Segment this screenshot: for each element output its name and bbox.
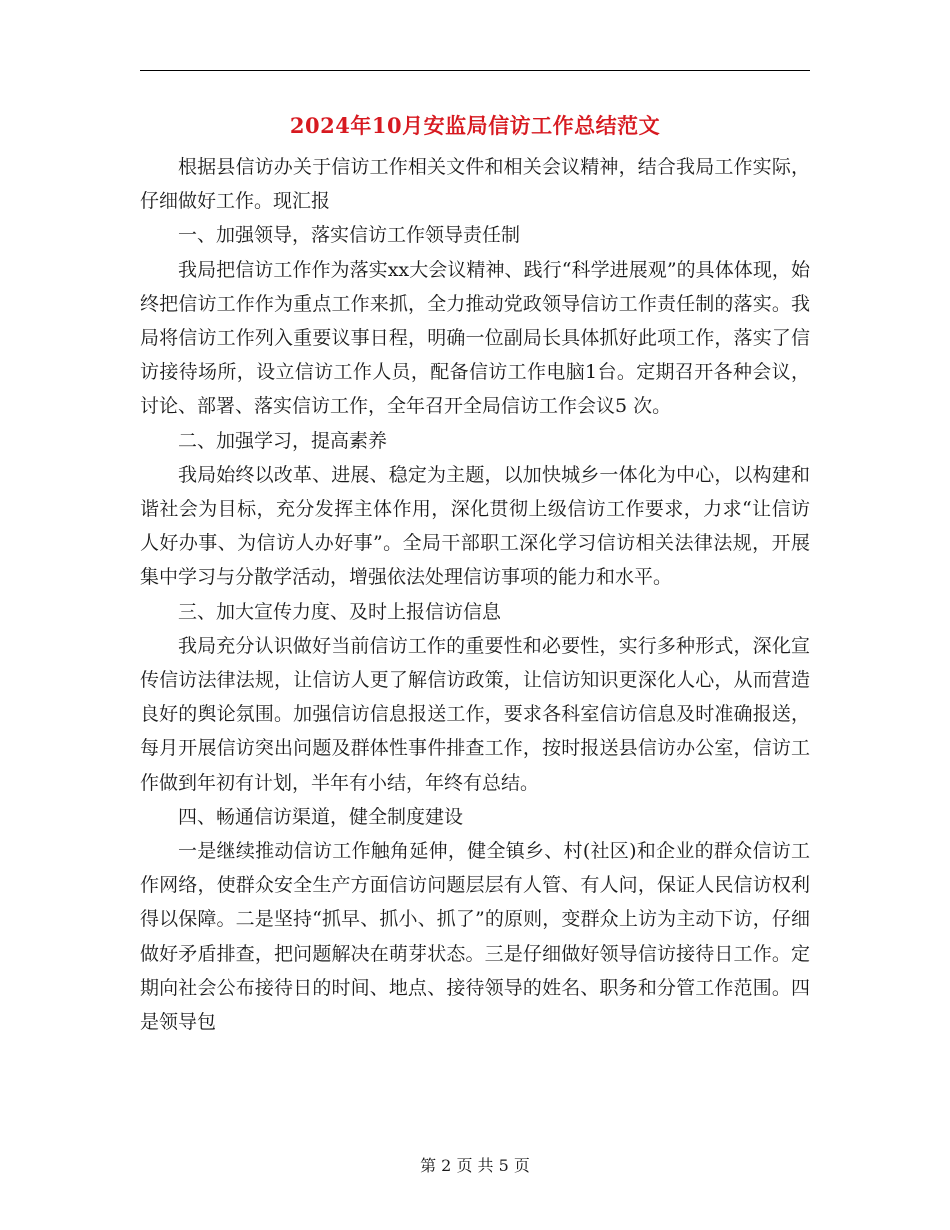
section-heading-2: 二、加强学习，提高素养: [178, 429, 388, 452]
section-paragraph-4: 一是继续推动信访工作触角延伸，健全镇乡、村(社区)和企业的群众信访工作网络，使群众安全生产方面信访问题层层有人管、有人问，保证人民信访权利得以保障。二是坚持“抓早、抓小、抓了”的原则，变群众上访为主动下访，仔细做好矛盾排查，把问题解决在萌芽状态。三是仔细做好领导信访接待日工作。定期向社会公布接待日的时间、地点、接待领导的姓名、职务和分管工作范围。四是领导包: [140, 840, 810, 1034]
document-title: 2024年10月安监局信访工作总结范文: [289, 113, 661, 138]
section-heading-1: 一、加强领导，落实信访工作领导责任制: [178, 224, 521, 247]
section-paragraph-3: 我局充分认识做好当前信访工作的重要性和必要性，实行多种形式，深化宣传信访法律法规，让信访人更了解信访政策，让信访知识更深化人心，从而营造良好的舆论氛围。加强信访信息报送工作，要求各科室信访信息及时准确报送，每月开展信访突出问题及群体性事件排查工作，按时报送县信访办公室，信访工作做到年初有计划，半年有小结，年终有总结。: [140, 634, 810, 794]
section-heading-3: 三、加大宣传力度、及时上报信访信息: [178, 600, 502, 623]
document-body: [140, 150, 810, 1039]
header-divider: [140, 70, 810, 71]
intro-paragraph: 根据县信访办关于信访工作相关文件和相关会议精神，结合我局工作实际，仔细做好工作。现汇报: [140, 156, 810, 213]
page-number-footer: 第 2 页 共 5 页: [420, 1156, 530, 1175]
section-paragraph-2: 我局始终以改革、进展、稳定为主题，以加快城乡一体化为中心，以构建和谐社会为目标，充分发挥主体作用，深化贯彻上级信访工作要求，力求“让信访人好办事、为信访人办好事”。全局干部职工深化学习信访相关法律法规，开展集中学习与分散学活动，增强依法处理信访事项的能力和水平。: [140, 463, 810, 589]
section-heading-4: 四、畅通信访渠道，健全制度建设: [178, 805, 464, 828]
section-paragraph-1: 我局把信访工作作为落实xx大会议精神、践行“科学进展观”的具体体现，始终把信访工作作为重点工作来抓，全力推动党政领导信访工作责任制的落实。我局将信访工作列入重要议事日程，明确一位副局长具体抓好此项工作，落实了信访接待场所，设立信访工作人员，配备信访工作电脑1台。定期召开各种会议，讨论、部署、落实信访工作，全年召开全局信访工作会议5 次。: [140, 258, 810, 418]
